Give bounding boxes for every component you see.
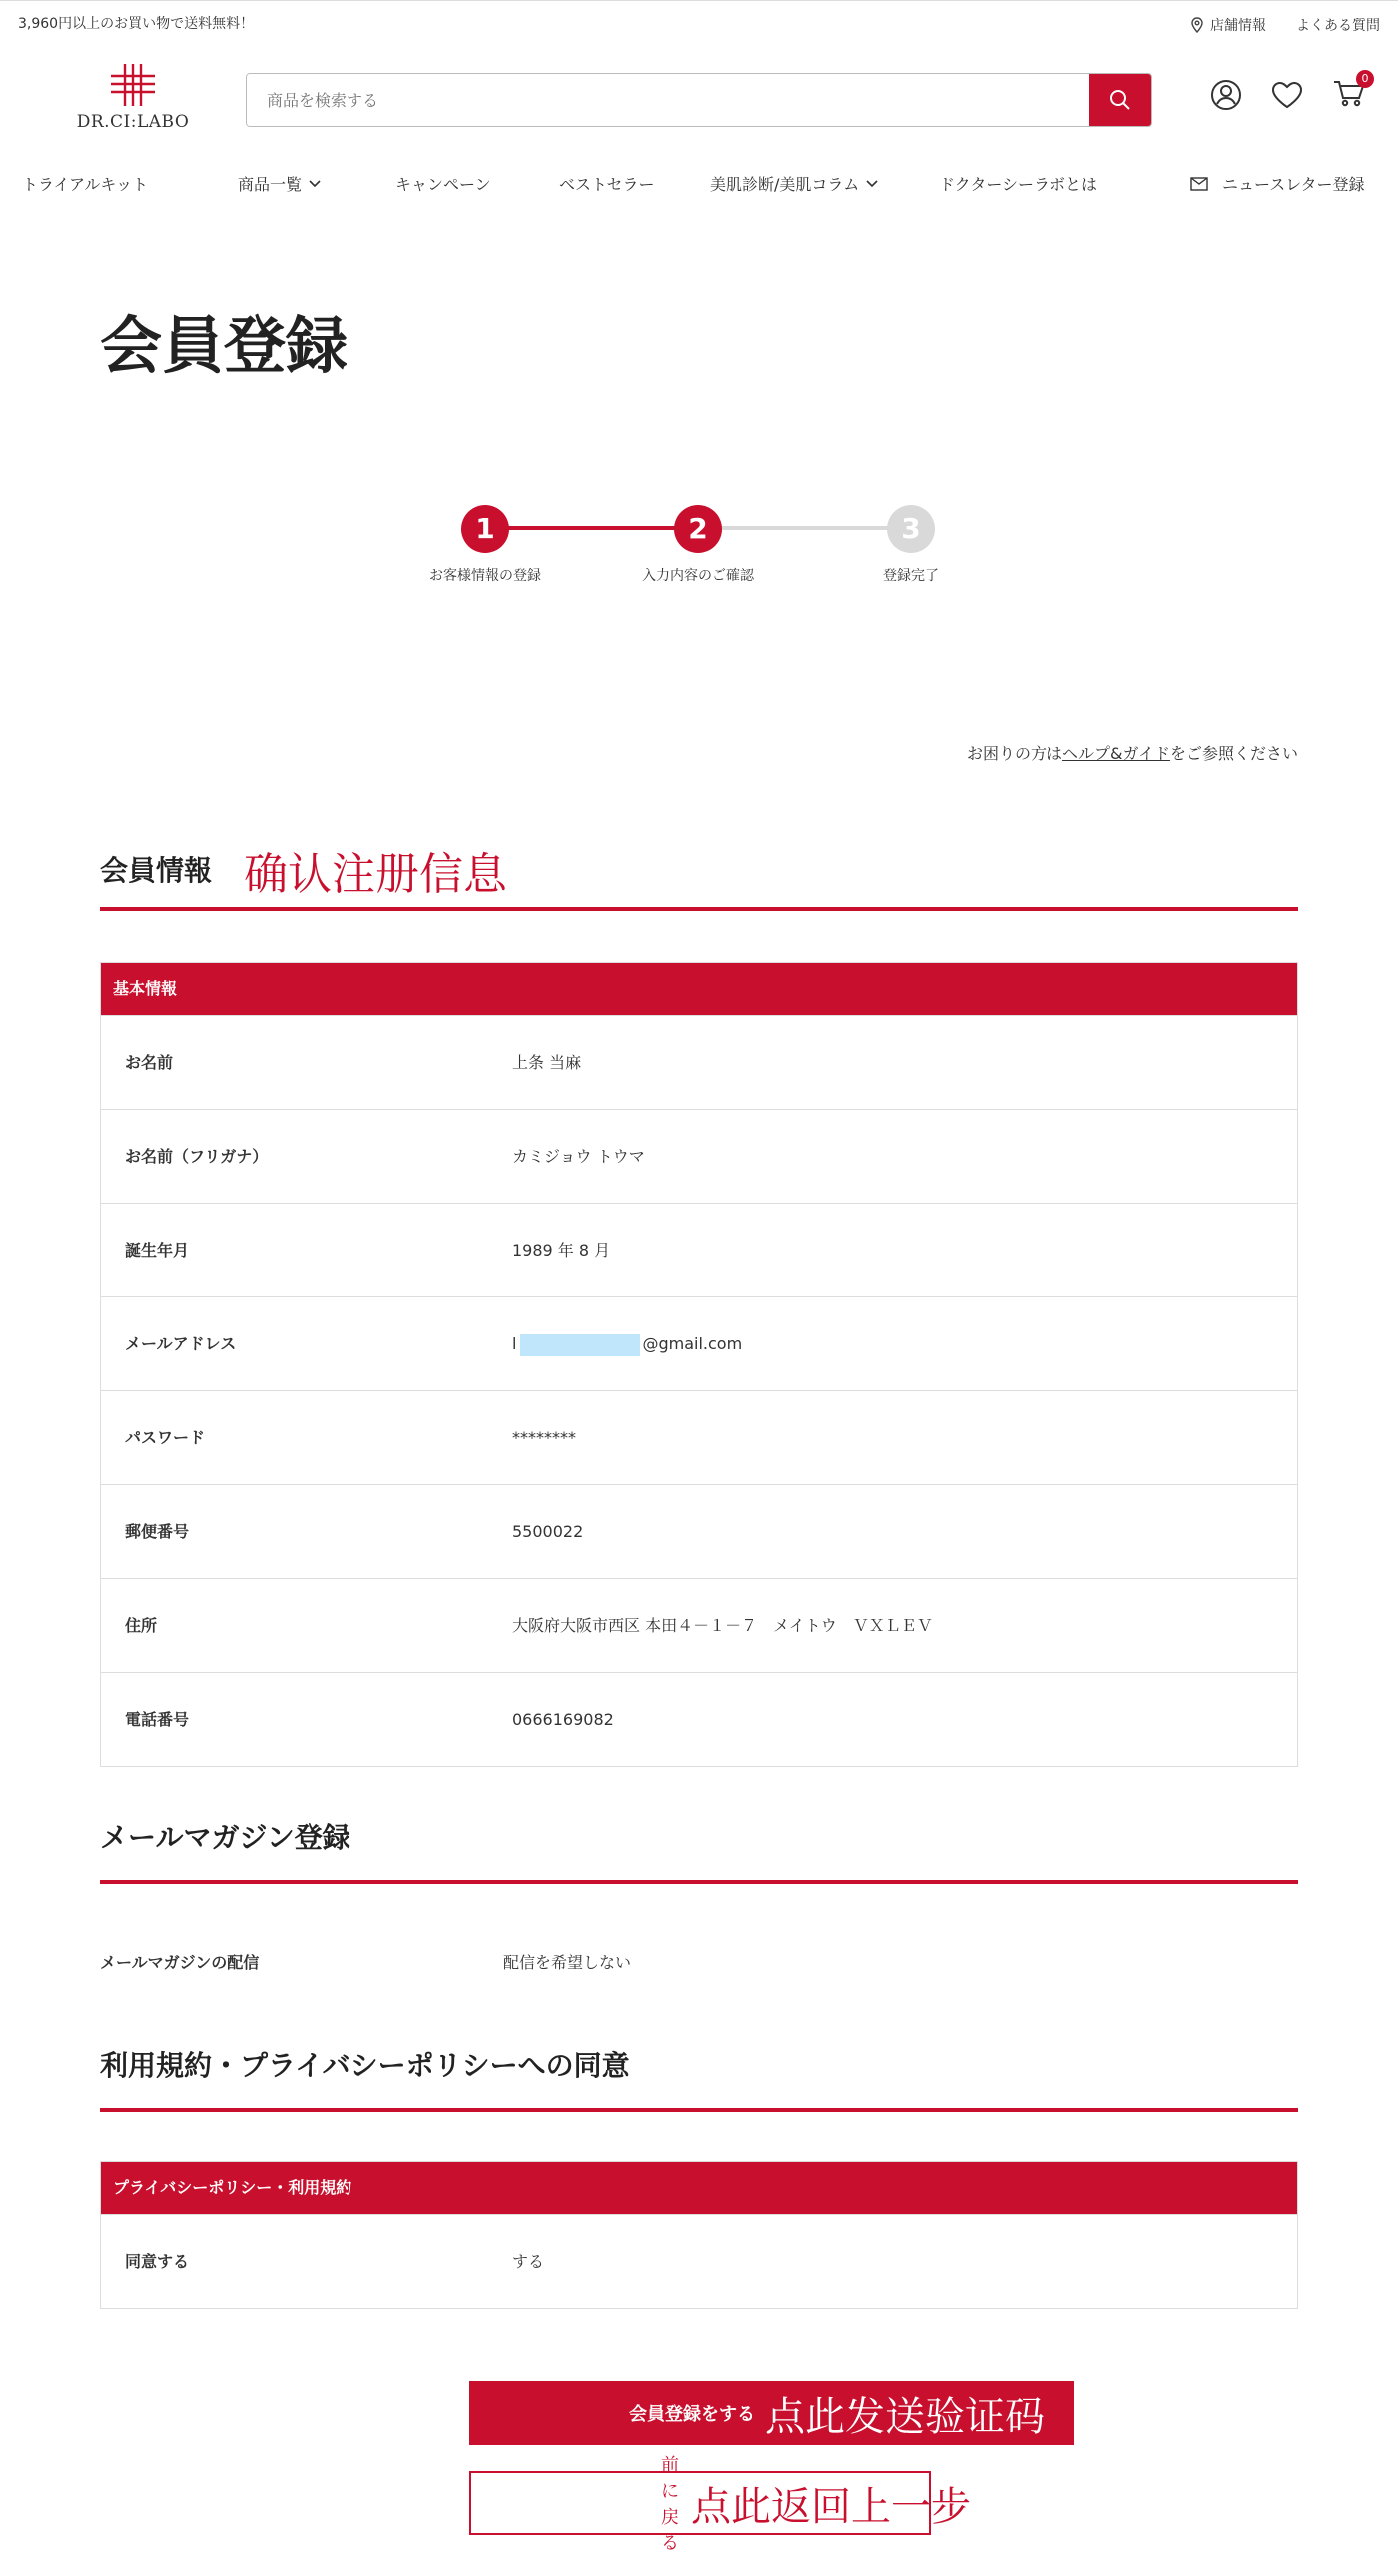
magazine-header [100,1812,1298,1884]
row-value: する [512,2252,545,2271]
nav-label: トライアルキット [22,175,149,194]
table-row [101,1109,1297,1203]
row-key: 誕生年月 [125,1241,190,1260]
store-info-link[interactable] [1190,15,1266,35]
table-row [101,1672,1297,1766]
nav-item-about[interactable] [939,172,1097,195]
header-icons [1210,72,1369,112]
table-row [101,2214,1297,2308]
table-row [101,1015,1297,1109]
nav-item-campaign[interactable] [395,172,491,195]
row-key: お名前（フリガナ） [125,1147,269,1166]
chevron-down-icon [865,179,879,189]
mail-icon [1190,177,1208,191]
row-key: 同意する [125,2252,190,2271]
terms-table-header: プライバシーポリシー・利用規約 [101,2162,1297,2214]
table-row [101,1578,1297,1672]
top-links [1190,15,1380,35]
row-key: パスワード [125,1428,206,1447]
logo-text: DR.CI:LABO [76,112,190,132]
help-suffix: をご参照ください [1169,744,1298,763]
row-key: 郵便番号 [125,1522,190,1541]
member-info-annotation: 确认注册信息 [244,849,507,900]
nav-item-products[interactable] [238,172,322,195]
register-button[interactable] [469,2381,1074,2445]
nav-label: キャンペーン [395,175,491,194]
chevron-down-icon [308,179,322,189]
step-1-circle: 1 [461,505,509,553]
table-row [101,1390,1297,1484]
back-annotation: 点此返回上一步 [691,2483,971,2530]
basic-info-table [100,962,1298,1767]
member-info-header [100,839,1298,911]
table-row [101,1484,1297,1578]
search-bar [246,73,1152,127]
email-value [512,1297,742,1391]
table-row [101,1296,1297,1390]
logo-mark-icon [107,62,159,108]
back-button-label: 前に戻る [661,2455,679,2554]
faq-link[interactable]: よくある質問 [1296,18,1380,34]
main-nav [0,168,1398,200]
member-info-title: 会員情報 [100,854,213,887]
row-value: 0666169082 [512,1710,614,1729]
row-value: 上条 当麻 [512,1053,582,1072]
nav-item-trial-kit[interactable] [22,172,148,195]
search-input[interactable] [247,74,1091,126]
row-key: 電話番号 [125,1710,190,1729]
step-3-label: 登録完了 [883,568,939,584]
nav-label: ニュースレター登録 [1222,175,1365,194]
store-info-label: 店舗情報 [1210,18,1266,34]
nav-item-skin-diagnosis[interactable] [710,172,879,195]
help-text [967,741,1298,764]
row-key: お名前 [125,1053,174,1072]
magazine-title: メールマガジン登録 [100,1821,350,1854]
row-value: ******** [512,1428,576,1447]
step-3-circle: 3 [887,505,935,553]
free-shipping-promo: 3,960円以上のお買い物で送料無料！ [18,16,255,32]
register-annotation: 点此发送验证码 [765,2393,1045,2440]
help-guide-link[interactable]: ヘルプ&ガイド [1061,744,1170,763]
heart-icon[interactable] [1270,80,1304,110]
cart-button[interactable] [1332,72,1369,112]
location-pin-icon [1190,17,1204,33]
top-bar [0,0,1398,48]
terms-title: 利用規約・プライバシーポリシーへの同意 [100,2049,630,2082]
row-value: 5500022 [512,1522,584,1541]
table-row [101,1203,1297,1296]
nav-item-bestseller[interactable] [559,172,655,195]
row-value: カミジョウ トウマ [512,1147,645,1166]
terms-header [100,2040,1298,2112]
terms-table [100,2161,1298,2309]
nav-item-newsletter[interactable] [1190,172,1365,195]
progress-steps [419,499,979,599]
page-title: 会員登録 [100,309,349,382]
help-prefix: お困りの方は [966,744,1062,763]
step-2-circle: 2 [674,505,722,553]
row-key: 住所 [125,1616,158,1635]
search-button[interactable] [1089,74,1151,126]
row-value: 1989 年 8 月 [512,1241,611,1260]
brand-logo[interactable] [70,62,196,142]
row-value: 大阪府大阪市西区 本田４－１－７ メイトウ ＶＸＬＥＶ [512,1616,933,1635]
step-connector-pending [698,526,911,530]
step-1-label: お客様情報の登録 [429,568,541,584]
cart-count-badge: 0 [1356,70,1374,88]
nav-label: ドクターシーラボとは [939,175,1098,194]
email-suffix: @gmail.com [642,1334,743,1353]
search-icon [1109,89,1131,111]
email-prefix: l [512,1334,517,1353]
row-key: メールアドレス [125,1334,237,1353]
nav-label: ベストセラー [559,175,655,194]
step-2-label: 入力内容のご確認 [642,568,754,584]
nav-label: 商品一覧 [238,175,303,194]
step-connector-done [485,526,698,530]
site-header [0,48,1398,158]
magazine-row [100,1940,1298,1980]
row-key: メールマガジンの配信 [100,1953,260,1972]
register-button-label: 会員登録をする [629,2404,755,2425]
back-button[interactable] [469,2455,971,2554]
redaction-mask [520,1334,640,1356]
account-icon[interactable] [1210,79,1242,111]
nav-label: 美肌診断/美肌コラム [710,175,860,194]
basic-info-table-header: 基本情報 [101,963,1297,1015]
row-value: 配信を希望しない [503,1953,632,1972]
